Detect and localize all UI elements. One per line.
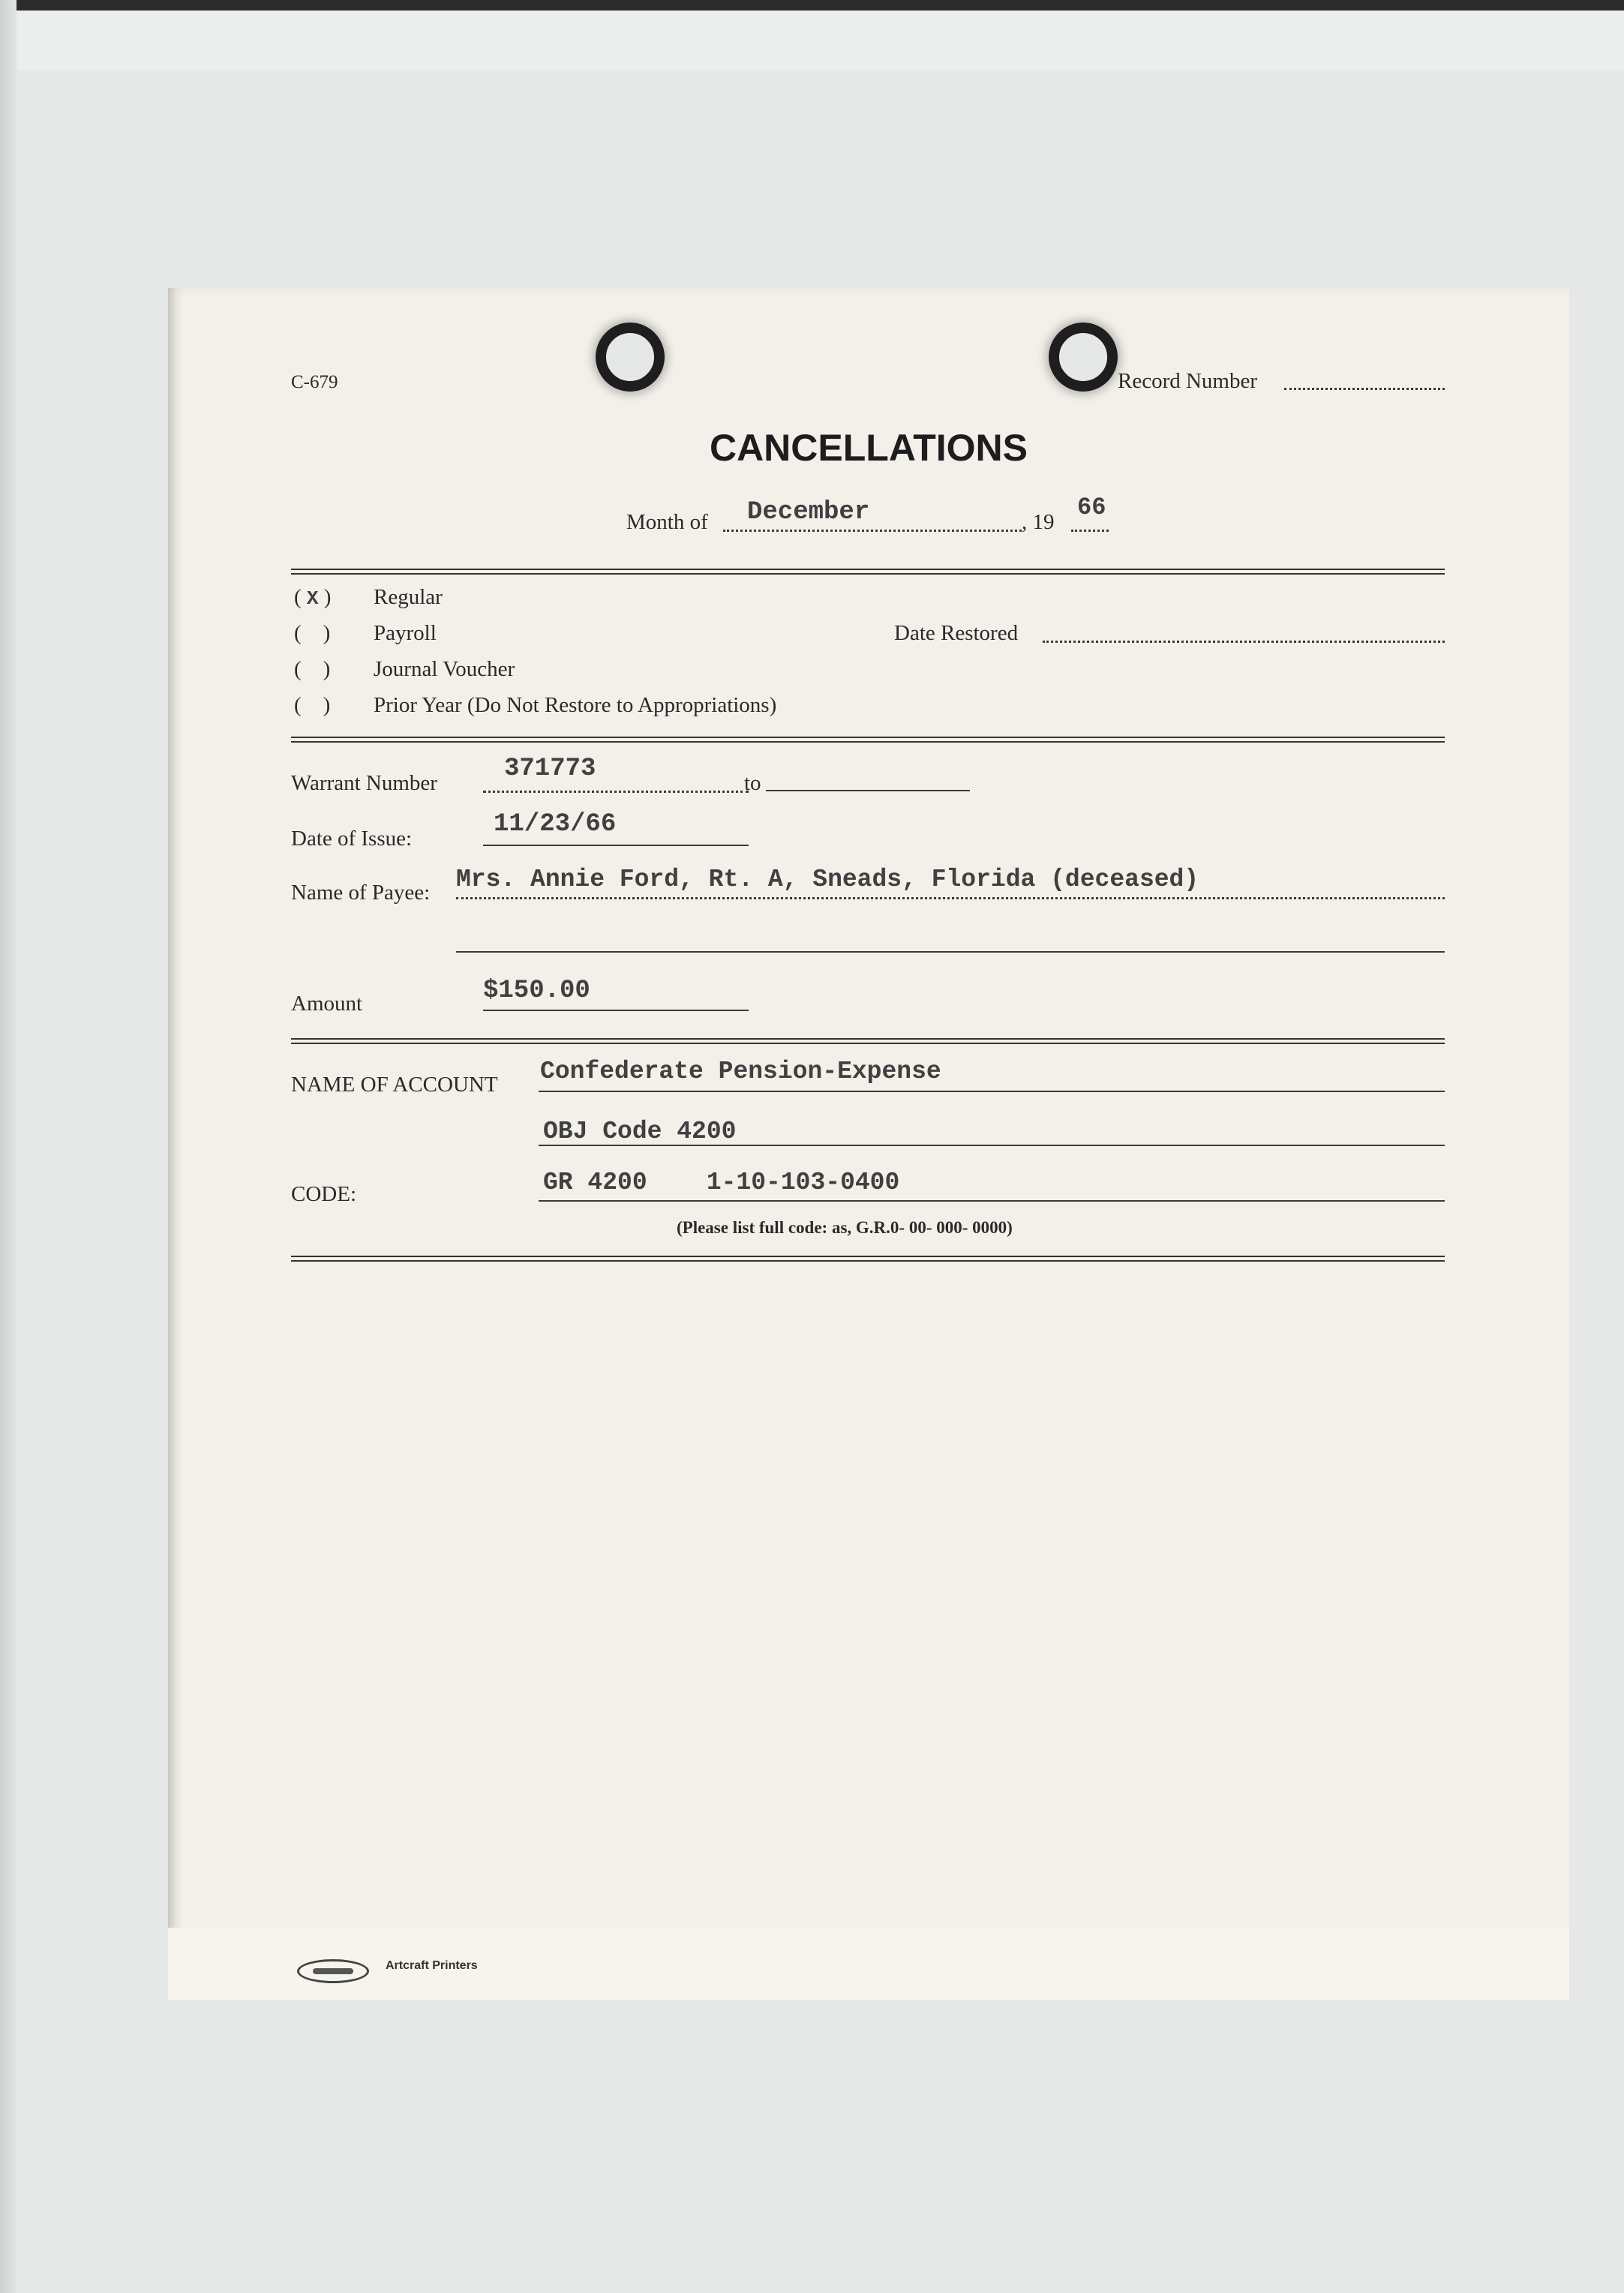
payee-line xyxy=(456,897,1445,899)
divider-2 xyxy=(291,737,1445,743)
month-label: Month of xyxy=(626,510,708,534)
warrant-to-field xyxy=(766,790,970,791)
cancellation-form xyxy=(168,288,1569,2000)
form-number: C-679 xyxy=(291,372,338,392)
date-of-issue-line xyxy=(483,845,749,846)
code-line xyxy=(539,1200,1445,1202)
warrant-number-line xyxy=(483,791,749,793)
form-footer-strip xyxy=(168,1928,1569,2000)
amount-label: Amount xyxy=(291,992,363,1016)
payee-line-2 xyxy=(456,951,1445,953)
form-title: CANCELLATIONS xyxy=(709,427,1028,469)
payee-value: Mrs. Annie Ford, Rt. A, Sneads, Florida (deceased) xyxy=(456,866,1199,893)
divider-3 xyxy=(291,1038,1445,1044)
scan-background-strip xyxy=(17,11,1624,71)
account-name-label: NAME OF ACCOUNT xyxy=(291,1073,498,1097)
punch-hole-left xyxy=(596,323,665,392)
record-number-field xyxy=(1284,388,1445,390)
year-prefix: , 19 xyxy=(1022,510,1055,534)
account-name-value: Confederate Pension-Expense xyxy=(540,1058,941,1085)
option-regular-checkbox: ( X ) xyxy=(294,585,332,610)
option-regular-mark: X xyxy=(306,587,319,610)
option-journal-voucher-checkbox: ( ) xyxy=(294,657,331,681)
option-journal-voucher-label: Journal Voucher xyxy=(374,657,515,681)
warrant-to-label: to xyxy=(744,771,761,795)
option-prior-year-label: Prior Year (Do Not Restore to Appropriations) xyxy=(374,693,777,717)
date-of-issue-value: 11/23/66 xyxy=(494,810,617,839)
warrant-number-value: 371773 xyxy=(504,755,596,783)
month-field-line xyxy=(723,530,1022,532)
option-regular-label: Regular xyxy=(374,585,443,609)
code-label: CODE: xyxy=(291,1182,356,1206)
code-instructions: (Please list full code: as, G.R.0- 00- 000- 0000) xyxy=(677,1218,1013,1237)
date-of-issue-label: Date of Issue: xyxy=(291,827,413,851)
code-value: GR 4200 1-10-103-0400 xyxy=(543,1169,900,1196)
divider-1 xyxy=(291,569,1445,575)
option-prior-year-checkbox: ( ) xyxy=(294,693,331,717)
option-payroll-checkbox: ( ) xyxy=(294,621,331,645)
printer-name: Artcraft Printers xyxy=(386,1959,478,1972)
divider-4 xyxy=(291,1256,1445,1262)
month-value: December xyxy=(747,498,870,527)
amount-value: $150.00 xyxy=(483,977,590,1005)
record-number-label: Record Number xyxy=(1118,369,1258,393)
year-value: 66 xyxy=(1077,494,1106,521)
warrant-number-label: Warrant Number xyxy=(291,771,437,795)
date-restored-label: Date Restored xyxy=(894,621,1019,645)
account-name-line xyxy=(539,1091,1445,1092)
date-restored-field xyxy=(1043,641,1445,643)
scan-border-left xyxy=(0,0,17,2293)
obj-code-value: OBJ Code 4200 xyxy=(543,1118,737,1145)
year-field-line xyxy=(1071,530,1109,532)
amount-line xyxy=(483,1010,749,1011)
punch-hole-right xyxy=(1049,323,1118,392)
payee-label: Name of Payee: xyxy=(291,881,431,905)
scan-border-top xyxy=(0,0,1624,11)
option-payroll-label: Payroll xyxy=(374,621,437,645)
printer-logo xyxy=(297,1959,369,1983)
